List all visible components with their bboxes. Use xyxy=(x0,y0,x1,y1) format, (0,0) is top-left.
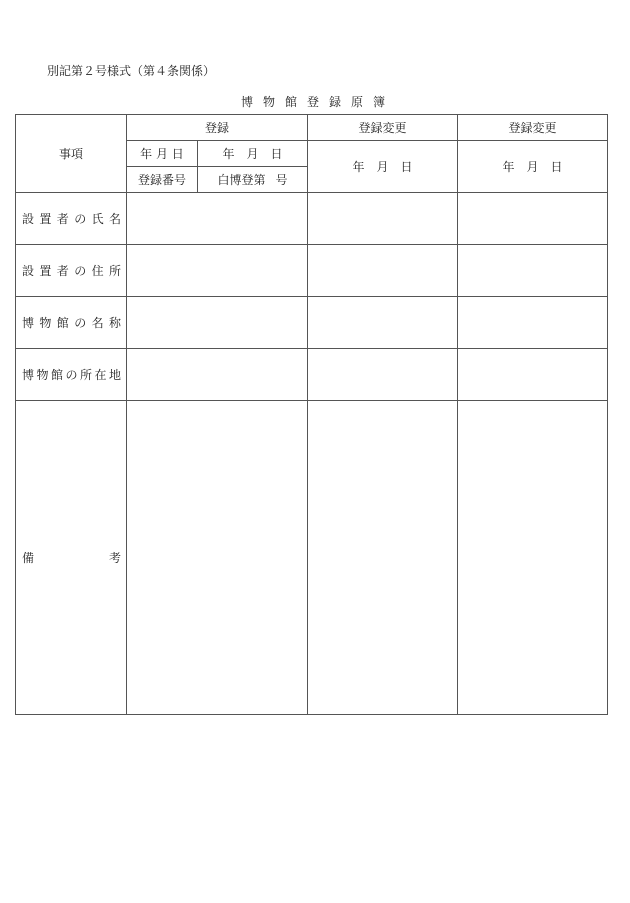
registration-number-label: 登録番号 xyxy=(127,167,198,193)
registration-number-prefix: 白博登第 xyxy=(217,173,266,187)
registration-header: 登録 xyxy=(127,115,308,141)
museum-location-change-1-cell[interactable] xyxy=(308,349,458,401)
museum-location-registration-cell[interactable] xyxy=(127,349,308,401)
change-2-date-field[interactable]: 年 月 日 xyxy=(458,141,608,193)
founder-name-change-1-cell[interactable] xyxy=(308,193,458,245)
registration-date-field[interactable]: 年 月 日 xyxy=(198,141,308,167)
remarks-registration-cell[interactable] xyxy=(127,401,308,715)
change-1-date-field[interactable]: 年 月 日 xyxy=(308,141,458,193)
museum-location-label: 博物館の所在地 xyxy=(16,349,127,401)
change-2-header: 登録変更 xyxy=(458,115,608,141)
museum-name-label: 博物館の名称 xyxy=(16,297,127,349)
founder-address-change-1-cell[interactable] xyxy=(308,245,458,297)
registration-date-label: 年 月 日 xyxy=(127,141,198,167)
remarks-change-1-cell[interactable] xyxy=(308,401,458,715)
museum-name-change-1-cell[interactable] xyxy=(308,297,458,349)
museum-name-row xyxy=(16,297,608,349)
remarks-row xyxy=(16,401,608,715)
change-1-header: 登録変更 xyxy=(308,115,458,141)
museum-location-row xyxy=(16,349,608,401)
form-number-label: 別記第２号様式（第４条関係） xyxy=(47,64,216,78)
museum-location-change-2-cell[interactable] xyxy=(458,349,608,401)
registration-number-field[interactable] xyxy=(198,167,308,193)
founder-address-change-2-cell[interactable] xyxy=(458,245,608,297)
remarks-label: 備 考 xyxy=(16,401,127,715)
founder-address-registration-cell[interactable] xyxy=(127,245,308,297)
header-row xyxy=(16,115,608,141)
register-table xyxy=(15,114,608,715)
founder-name-change-2-cell[interactable] xyxy=(458,193,608,245)
founder-address-row xyxy=(16,245,608,297)
founder-address-label: 設置者の住所 xyxy=(16,245,127,297)
founder-name-row xyxy=(16,193,608,245)
remarks-change-2-cell[interactable] xyxy=(458,401,608,715)
museum-name-change-2-cell[interactable] xyxy=(458,297,608,349)
museum-name-registration-cell[interactable] xyxy=(127,297,308,349)
founder-name-registration-cell[interactable] xyxy=(127,193,308,245)
founder-name-label: 設置者の氏名 xyxy=(16,193,127,245)
registration-number-suffix: 号 xyxy=(275,173,288,187)
item-header: 事項 xyxy=(16,115,127,193)
document-title: 博物館登録原簿 xyxy=(240,95,395,109)
